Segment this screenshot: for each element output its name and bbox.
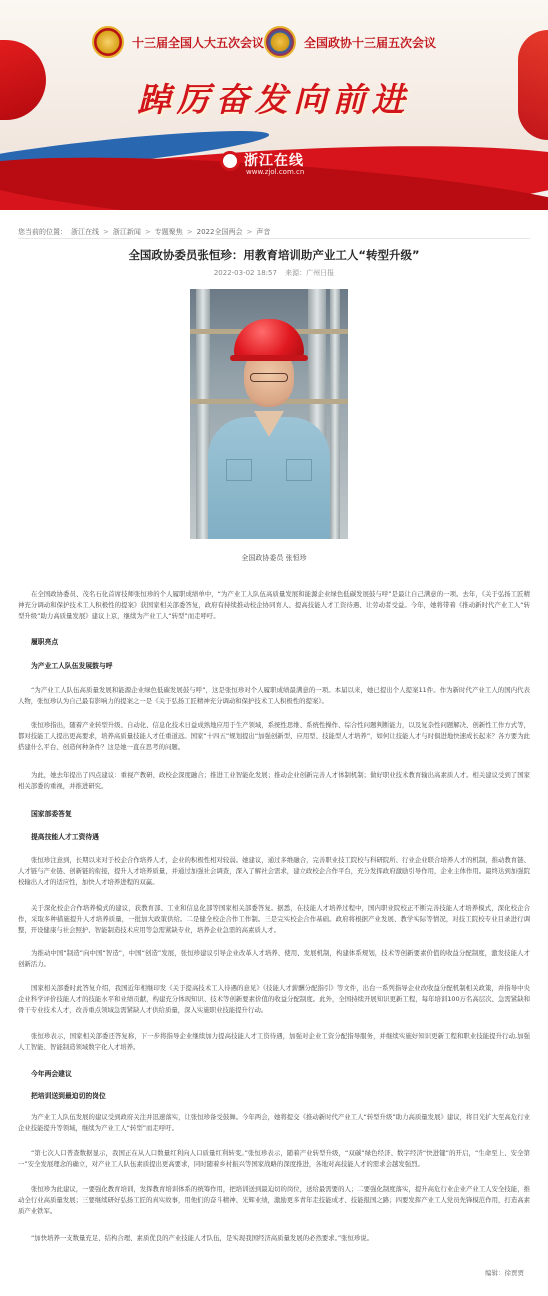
breadcrumb-item[interactable]: 浙江在线 [71, 228, 99, 236]
breadcrumb-item[interactable]: 浙江新闻 [112, 228, 141, 236]
article-paragraph: 张恒珍指出，随着产业转型升级、自动化、信息化技术日益成熟地应用于生产领域，系统性思维、系统性操作、综合性问题判断能力，以及复杂性问题解决、创新性工作方式等，都对技能工人提出更高要求，培养高质量技能人才任重道远。国家“十四五”规划提出“加强创新型、应用型、技能型人才培养”，如何让技能人才与时俱进地快速成长起来？各方要为此搭建什么平台、创造何种条件？这是她一直在思考的问题。 [18, 721, 530, 751]
logo-url: www.zjol.com.cn [246, 168, 305, 176]
article-editor: 编辑：徐贾贾 [485, 1269, 524, 1277]
divider [18, 238, 530, 239]
logo-name: 浙江在线 [244, 153, 304, 169]
breadcrumb-item[interactable]: 专题聚焦 [154, 228, 183, 236]
article-paragraph: 在全国政协委员、茂名石化首席技师张恒珍的个人履职成绩单中，“为产业工人队伍高质量发展和能源企业绿色低碳发展鼓与呼”是最让自己满意的一项。去年，《关于弘扬工匠精神充分调动和保护技术工人积极性的提案》获国家相关部委答复，政府有持续推动校企协同育人、提高技能人才工资待遇、让劳动者受益。今年，她将带着《推动新时代产业工人“转型升级”助力高质量发展》建议上京，继续为产业工人“转型”而走呼吁。 [18, 590, 530, 620]
breadcrumb-separator: > [186, 228, 193, 236]
logo-circle-icon [220, 151, 240, 171]
article-paragraph: 为此，她去年提出了四点建议：重视产教研、政校企深度融合；推进工业智能化发展；推动企业创新完善人才体制机制；做好职业技术教育输出高素质人才。相关建议受到了国家相关部委的重视，并推进研究。 [18, 771, 530, 790]
conference-label-left: 十三届全国人大五次会议 [132, 36, 265, 50]
photo-pocket [226, 459, 252, 481]
photo-pipe [330, 289, 340, 539]
article-paragraph: 张恒珍注意到，长期以来对于校企合作培养人才，企业的积极性相对较弱。她建议，通过多维融合，完善职业技工院校与科研院所、行业企业联合培养人才的机制，推动教育链、人才链与产业链、创新链的衔接，提升人才培养质量，并通过加强社会调查，深入了解社会需求，建立政校企合作平台，充分发挥政府激励引导作用，企业主体作用。最终达到加强院校输出人才的适应性，加快人才培养进程的双赢。 [18, 856, 530, 886]
photo-caption: 全国政协委员 张恒珍 [241, 554, 307, 562]
article-paragraph: 国家相关部委时此答复介绍，我国近年相继印发《关于提高技术工人待遇的意见》《技能人才薪酬分配指引》等文件，出台一系列指导企业改收益分配机制相关政策，并指导中央企业科学评价技能人才的技能水平和业绩贡献，构建充分体现知识、技术等创新要素价值的收益分配制度。此外，全国持续开展知识更新工程，每年培训100万名高层次、急需紧缺和骨干专业技术人才，改善重点领域急需紧缺人才供给质量，深入实施职业技能提升行动。 [18, 984, 530, 1014]
section-heading: 今年两会建议 [31, 1070, 72, 1078]
breadcrumb-prefix: 您当前的位置： [18, 228, 67, 236]
banner-headline: 踔厉奋发向前进 [137, 80, 411, 119]
photo-glasses [250, 373, 288, 382]
breadcrumb [18, 227, 274, 237]
cppcc-emblem-icon [264, 26, 296, 58]
national-emblem-icon [92, 26, 124, 58]
breadcrumb-separator: > [144, 228, 151, 236]
article-paragraph: 关于深化校企合作培养模式的建议，获教育部、工业和信息化部等国家相关部委答复。据悉，在技能人才培养过程中，国内职业院校正不断完善技能人才培养模式，深化校企合作，采取多种措施提升人才培养质量，一批加大政策供给。二是健全校企合作工作制。三是完实校企合作基础。政府将根据产业发展、教学实际等情况，对技工院校专业目录进行调整，开设健康与社会照护、智能制造技术应用等急需紧缺专业，培养企业急需的高素质人才。 [18, 904, 530, 934]
article-paragraph: “第七次人口普查数据显示，我国正在从人口数量红利向人口质量红利转变。”张恒珍表示，随着产业转型升级，“双碳”绿色经济、数字经济“快进键”的开启，“生命至上、安全第一”安全发展理念的确立，对产业工人队伍素质提出更高要求，同时随着乡村振兴等国家战略的深度推进，各地对高技能人才的需求会越发强烈。 [18, 1149, 530, 1168]
article-meta [0, 268, 548, 278]
site-logo[interactable] [220, 148, 330, 178]
section-subheading: 把培训送到最迫切的岗位 [31, 1092, 106, 1100]
photo-hard-hat-brim [230, 355, 308, 361]
photo-pocket [286, 459, 312, 481]
breadcrumb-item[interactable]: 声音 [256, 228, 271, 236]
section-subheading: 为产业工人队伍发展鼓与呼 [31, 662, 113, 670]
section-heading: 履职亮点 [31, 638, 59, 646]
conference-label-right: 全国政协十三届五次会议 [304, 36, 437, 50]
article-source: 来源：广州日报 [285, 269, 335, 277]
breadcrumb-separator: > [246, 228, 253, 236]
section-heading: 国家部委答复 [31, 810, 72, 818]
article-paragraph: 张恒珍为此建议，一要强化教育培训，发挥教育培训体系的统筹作用，把培训送到最迫切的岗位，送给最需要的人；二要强化制度落实，提升高危行业企业产业工人安全技能，推动全行业高质量发展；三要继续研好弘扬工匠的真实故事，用他们的奋斗精神、光辉业绩，激励更多青年走技能成才、技能报国之路；四要发挥产业工人党员先锋模范作用，打造高素质产业铁军。 [18, 1185, 530, 1215]
section-subheading: 提高技能人才工资待遇 [31, 833, 99, 841]
article-paragraph: “为产业工人队伍高质量发展和能源企业绿色低碳发展鼓与呼”，这是张恒珍对个人履职成绩最满意的一项。本届以来，她已提出个人提案11件。作为新时代产业工人的国内代表人物，张恒珍认为自己最有影响力的提案之一是《关于弘扬工匠精神充分调动和保护技术工人积极性的提案》。 [18, 686, 530, 705]
article-paragraph: 为推动中国“制造”向中国“智造”，中国“创造”发展，张恒珍建议引导企业改革人才培养、使用、发展机制，构建体系规划，技术等创新要素价值的收益分配制度，激发技能人才创新活力。 [18, 949, 530, 968]
breadcrumb-item[interactable]: 2022全国两会 [196, 228, 243, 236]
article-title: 全国政协委员张恒珍：用教育培训助产业工人“转型升级” [128, 248, 420, 262]
article-paragraph: 张恒珍表示，国家相关部委还答复称，下一步将指导企业继续加力提高技能人才工资待遇，加强对企业工资分配指导服务，并继续实施好知识更新工程和职业技能提升行动,加强人工智能、智能制造领域数字化人才培养。 [18, 1032, 530, 1051]
article-paragraph: “加快培养一支数量充足、结构合理、素质优良的产业技能人才队伍，是实现我国经济高质量发展的必然要求。”张恒珍说。 [31, 1234, 374, 1242]
article-photo [190, 289, 348, 539]
top-banner [0, 0, 548, 210]
breadcrumb-separator: > [103, 228, 109, 236]
article-date: 2022-03-02 18:57 [213, 269, 277, 277]
article-paragraph: 为产业工人队伍发展的建议受到政府关注并迅速落实，让张恒珍备受鼓舞。今年两会，她将提交《推动新时代产业工人“转型升级”助力高质量发展》建议，将目光扩大至高危行业企业技能提升等领域，继续为产业工人“转型”而走呼吁。 [18, 1113, 530, 1132]
